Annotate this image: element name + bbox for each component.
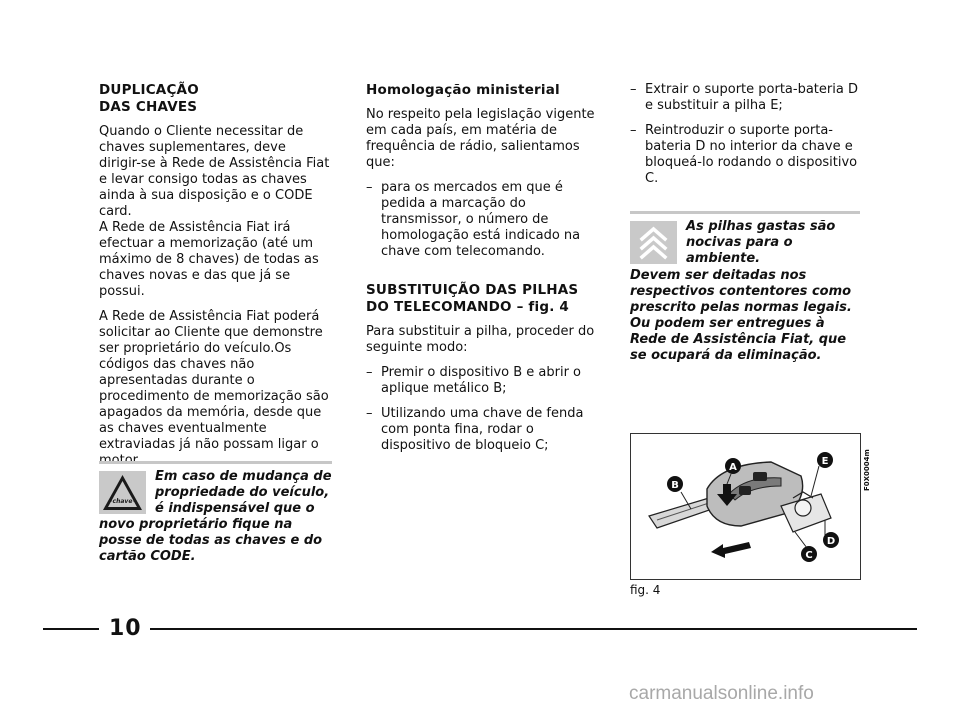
recycle-tree-icon <box>630 221 677 264</box>
warning-note <box>99 461 332 571</box>
extract-arrow-icon <box>711 542 751 558</box>
environment-note-intro <box>686 219 860 267</box>
key-blade <box>649 498 715 528</box>
list-item-text: Utilizando uma chave de fenda com ponta fina, rodar o dispositivo de bloqueio C; <box>381 406 584 453</box>
heading-homologation: Homologação ministerial <box>366 82 560 98</box>
note-line: é indispensável que o <box>155 501 315 516</box>
warning-note-intro <box>155 469 332 517</box>
watermark: carmanualsonline.info <box>629 683 814 704</box>
environment-note-text: Devem ser deitadas nos respectivos contentores como prescrito pelas normas legais. Ou podem ser entregues à Rede de Assistência Fiat, que se ocupará da eliminação. <box>630 268 852 363</box>
note-line: As pilhas gastas são <box>686 219 836 234</box>
heading-line-1: DUPLICAÇÃO <box>99 82 199 98</box>
dash-bullet: – <box>366 180 373 195</box>
list-item-text: para os mercados em que é pedida a marcação do transmissor, o número de homologação está indicado na chave com telecomando. <box>381 180 581 259</box>
list-item <box>630 82 860 114</box>
battery-cell <box>795 500 811 516</box>
label-a: A <box>729 462 737 473</box>
heading-battery-replacement <box>366 282 600 316</box>
key-button <box>753 472 767 481</box>
key-battery-figure <box>630 433 861 580</box>
warning-note-text: novo proprietário fique na posse de todas as chaves e do cartão CODE. <box>99 517 323 564</box>
paragraph-procedure-intro: Para substituir a pilha, proceder do seguinte modo: <box>366 324 595 355</box>
dash-bullet: – <box>630 82 637 97</box>
list-item <box>366 406 600 454</box>
leader-line-c <box>795 532 807 548</box>
note-divider <box>630 211 860 214</box>
key-illustration <box>631 434 860 579</box>
list-item <box>366 365 600 397</box>
warning-triangle-icon <box>99 471 146 514</box>
footer-rule-left <box>43 628 99 630</box>
note-divider <box>99 461 332 464</box>
label-e: E <box>821 456 829 467</box>
page-number: 10 <box>109 616 142 641</box>
key-button <box>739 486 751 495</box>
list-item-text: Reintroduzir o suporte porta-bateria D no interior da chave e bloqueá-lo rodando o dispositivo C. <box>645 123 858 186</box>
column-1 <box>99 82 331 478</box>
leader-line-e <box>811 466 819 496</box>
list-item-text: Premir o dispositivo B e abrir o aplique metálico B; <box>381 365 582 396</box>
column-2 <box>366 82 600 463</box>
list-item <box>366 180 600 260</box>
figure-code <box>860 433 872 493</box>
list-item <box>630 123 860 187</box>
paragraph-text: Quando o Cliente necessitar de chaves suplementares, deve dirigir-se à Rede de Assistência Fiat e levar consigo todas as chaves ainda à sua disposição e o CODE card. <box>99 124 330 219</box>
heading-key-duplication <box>99 82 331 116</box>
note-line: ambiente. <box>686 251 761 266</box>
heading-line-2: DO TELECOMANDO – fig. 4 <box>366 299 570 315</box>
paragraph-text: A Rede de Assistência Fiat irá efectuar a memorização (até um máximo de 8 chaves) de todas as chaves novas e das que já se possui. <box>99 220 319 299</box>
label-b: B <box>671 480 679 491</box>
svg-text:F0X0004m: F0X0004m <box>863 449 871 491</box>
note-line: nocivas para o <box>686 235 793 250</box>
label-d: D <box>826 536 836 547</box>
note-line: Em caso de mudança de <box>155 469 332 484</box>
paragraph-key-request <box>99 124 331 300</box>
dash-bullet: – <box>630 123 637 138</box>
environment-note <box>630 211 860 371</box>
note-line: propriedade do veículo, <box>155 485 330 500</box>
paragraph-ownership: A Rede de Assistência Fiat poderá solicitar ao Cliente que demonstre ser proprietário do veículo.Os códigos das chaves não apresentadas durante o procedimento de memorização são apagados da memória, desde que as chaves eventualmente extraviadas já não possam ligar o <box>99 309 329 452</box>
heading-line-2: DAS CHAVES <box>99 99 198 115</box>
paragraph-homologation: No respeito pela legislação vigente em cada país, em matéria de frequência de rádio, salientamos que: <box>366 107 595 170</box>
dash-bullet: – <box>366 406 373 421</box>
footer-rule-right <box>150 628 917 630</box>
svg-text:~chave~: ~chave~ <box>107 498 138 505</box>
dash-bullet: – <box>366 365 373 380</box>
figure-caption: fig. 4 <box>630 583 661 597</box>
heading-line-1: SUBSTITUIÇÃO DAS PILHAS <box>366 282 579 298</box>
label-c: C <box>805 550 813 561</box>
column-3 <box>630 82 860 196</box>
list-item-text: Extrair o suporte porta-bateria D e substituir a pilha E; <box>645 82 858 113</box>
